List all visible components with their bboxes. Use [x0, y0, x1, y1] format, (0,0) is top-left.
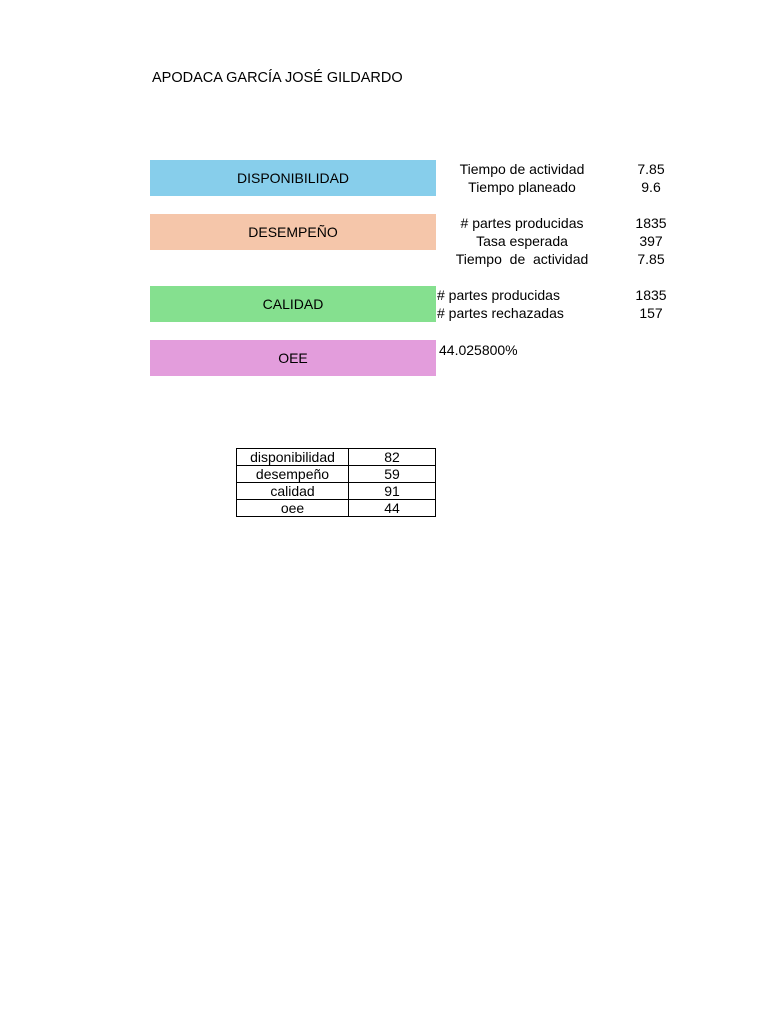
calidad-row-value: 157	[639, 305, 663, 321]
table-cell-name: desempeño	[237, 466, 349, 483]
desempeno-row-label: Tasa esperada	[476, 233, 568, 249]
table-row	[237, 466, 436, 483]
calidad-row-label: # partes producidas	[437, 287, 560, 303]
table-cell-value: 82	[349, 449, 436, 466]
desempeno-row-label: # partes producidas	[460, 215, 584, 231]
table-cell-name: calidad	[237, 483, 349, 500]
table-cell-value: 59	[349, 466, 436, 483]
table-row	[237, 483, 436, 500]
calidad-label: CALIDAD	[262, 296, 324, 312]
oee-label: OEE	[278, 350, 308, 366]
summary-table	[236, 448, 436, 517]
student-name: APODACA GARCÍA JOSÉ GILDARDO	[152, 70, 403, 86]
oee-box	[150, 340, 436, 376]
disponibilidad-row-label: Tiempo de actividad	[459, 161, 585, 177]
desempeno-row-value: 397	[639, 233, 663, 249]
calidad-row-value: 1835	[635, 287, 667, 303]
calidad-row-label: # partes rechazadas	[437, 305, 564, 321]
desempeno-row-value: 7.85	[637, 251, 665, 267]
table-cell-name: disponibilidad	[237, 449, 349, 466]
disponibilidad-row-value: 7.85	[637, 161, 665, 177]
disponibilidad-box	[150, 160, 436, 196]
desempeno-box	[150, 214, 436, 250]
table-row	[237, 449, 436, 466]
disponibilidad-row-label: Tiempo planeado	[468, 179, 576, 195]
disponibilidad-label: DISPONIBILIDAD	[236, 170, 350, 186]
desempeno-row-label: Tiempo de actividad	[455, 251, 589, 267]
table-cell-value: 91	[349, 483, 436, 500]
calidad-box	[150, 286, 436, 322]
oee-value: 44.025800%	[439, 342, 518, 358]
desempeno-row-value: 1835	[635, 215, 667, 231]
desempeno-label: DESEMPEÑO	[248, 224, 338, 240]
disponibilidad-row-value: 9.6	[641, 179, 661, 195]
table-cell-name: oee	[237, 500, 349, 517]
table-cell-value: 44	[349, 500, 436, 517]
table-row	[237, 500, 436, 517]
